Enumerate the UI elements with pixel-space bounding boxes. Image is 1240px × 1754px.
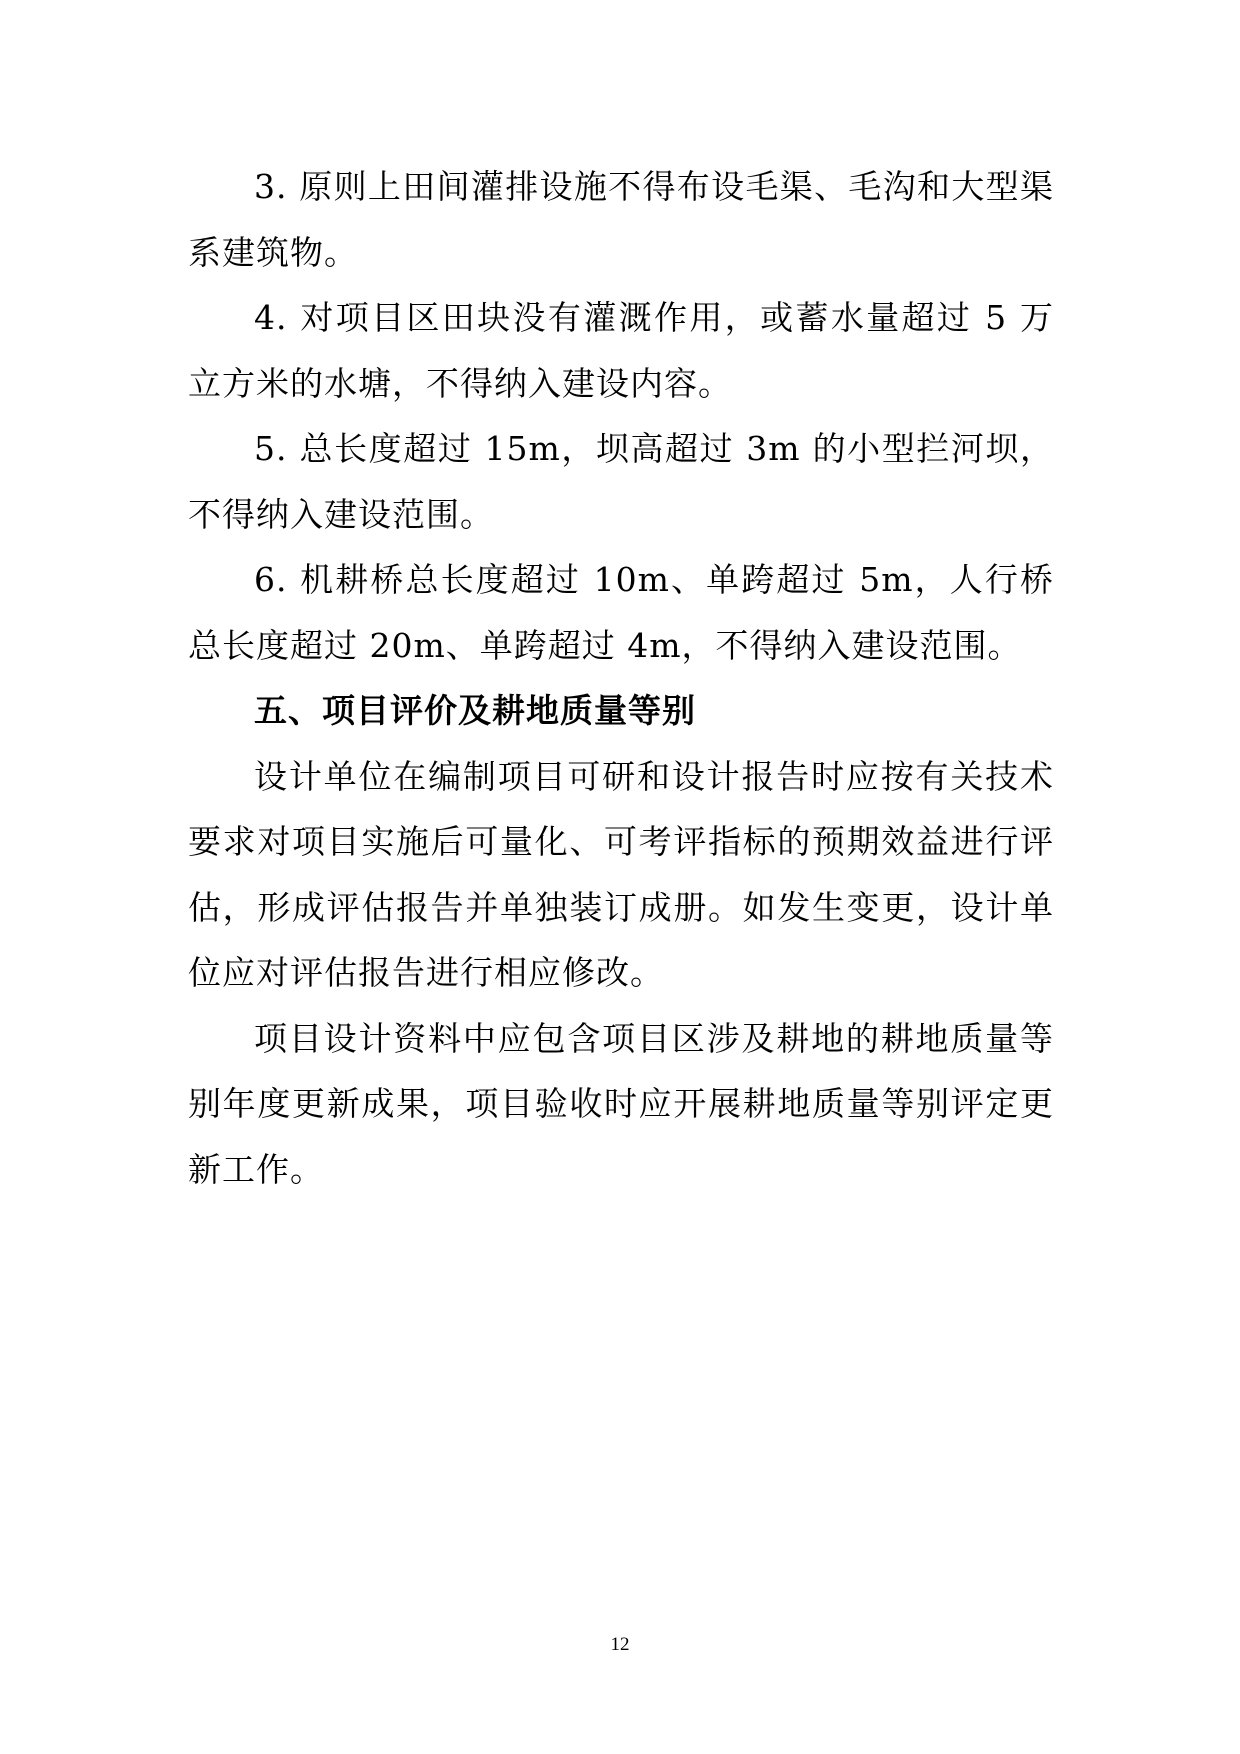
paragraph-evaluation: 设计单位在编制项目可研和设计报告时应按有关技术要求对项目实施后可量化、可考评指标的预期效益进行评估，形成评估报告并单独装订成册。如发生变更，设计单位应对评估报告进行相应修改。 [188, 756, 1054, 992]
paragraph-quality-grade: 项目设计资料中应包含项目区涉及耕地的耕地质量等别年度更新成果，项目验收时应开展耕地质量等别评定更新工作。 [188, 1018, 1054, 1189]
paragraph-item-6: 6. 机耕桥总长度超过 10m、单跨超过 5m，人行桥总长度超过 20m、单跨超过 4m，不得纳入建设范围。 [188, 560, 1054, 665]
document-body [188, 154, 1054, 1202]
paragraph-item-4: 4. 对项目区田块没有灌溉作用，或蓄水量超过 5 万立方米的水塘，不得纳入建设内容。 [188, 298, 1054, 403]
paragraph-item-3: 3. 原则上田间灌排设施不得布设毛渠、毛沟和大型渠系建筑物。 [188, 167, 1054, 272]
page-number: 12 [610, 1634, 630, 1655]
paragraph-item-5: 5. 总长度超过 15m，坝高超过 3m 的小型拦河坝，不得纳入建设范围。 [188, 429, 1054, 534]
section-heading: 五、项目评价及耕地质量等别 [254, 691, 696, 730]
